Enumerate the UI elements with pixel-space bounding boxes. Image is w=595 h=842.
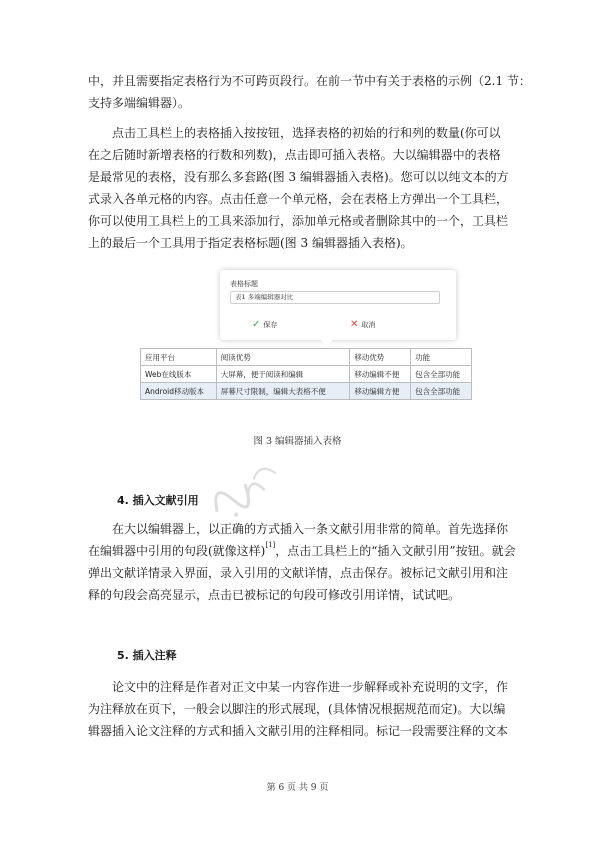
comparison-table: [140, 348, 472, 400]
table-cell[interactable]: 功能: [411, 349, 472, 366]
close-icon: ✕: [350, 319, 359, 330]
text-line: 你可以使用工具栏上的工具来添加行，添加单元格或者删除其中的一个，工具栏: [88, 214, 509, 228]
popup-title: 表格标题: [230, 280, 258, 288]
table-cell[interactable]: 大屏幕，便于阅读和编辑: [216, 366, 350, 383]
text-line: 论文中的注释是作者对正文中某一内容作进一步解释或补充说明的文字，作: [112, 680, 509, 694]
text-line: 中，并且需要指定表格行为不可跨页段行。在前一节中有关于表格的示例（2.1 节：: [88, 74, 531, 88]
paragraph-citation: [88, 518, 516, 606]
text-line: 式录入各单元格的内容。点击任意一个单元格，会在表格上方弹出一个工具栏，: [88, 192, 509, 206]
table-cell[interactable]: 包含全部功能: [411, 383, 472, 400]
citation-marker[interactable]: [1]: [265, 541, 276, 549]
text-line: 在大以编辑器上，以正确的方式插入一条文献引用非常的简单。首先选择你: [112, 522, 509, 536]
save-button[interactable]: [252, 320, 277, 330]
table-cell[interactable]: 移动编辑方便: [350, 383, 411, 400]
text-line: 是最常见的表格，没有那么多套路(图 3 编辑器插入表格)。您可以以纯文本的方: [88, 170, 509, 184]
section-heading-4: 4. 插入文献引用: [117, 494, 199, 507]
table-caption-input[interactable]: 表1 多端编辑器对比: [230, 291, 440, 304]
cancel-label: 取消: [361, 321, 376, 329]
text-line: 在之后随时新增表格的行数和列数)，点击即可插入表格。大以编辑器中的表格: [88, 148, 501, 162]
section-heading-5: 5. 插入注释: [117, 649, 177, 662]
paragraph-table-insert: [88, 122, 508, 254]
table-cell[interactable]: 阅读优势: [216, 349, 350, 366]
text-segment: ，点击工具栏上的“插入文献引用”按钮。就会: [275, 544, 516, 558]
page-footer: 第 6 页 共 9 页: [266, 783, 329, 793]
table-cell[interactable]: 应用平台: [141, 349, 217, 366]
table-row: [141, 349, 472, 366]
paragraph-continuation: [88, 70, 531, 114]
text-line: 释的句段会高亮显示，点击已被标记的句段可修改引用详情，试试吧。: [88, 588, 461, 602]
table-cell[interactable]: Web在线版本: [141, 366, 217, 383]
table-cell[interactable]: Android移动版本: [141, 383, 217, 400]
table-cell[interactable]: 移动优势: [350, 349, 411, 366]
table-row-selected: [141, 383, 472, 400]
text-line: [88, 540, 516, 562]
text-line: 点击工具栏上的表格插入按按钮，选择表格的初始的行和列的数量(你可以: [112, 126, 501, 140]
text-line: 支持多端编辑器）。: [88, 96, 191, 110]
table-cell[interactable]: 屏幕尺寸限制，编辑大表格不便: [216, 383, 350, 400]
check-icon: ✓: [252, 319, 261, 330]
cancel-button[interactable]: [350, 320, 375, 330]
paragraph-annotation: [88, 676, 508, 742]
text-line: 为注释放在页下，一般会以脚注的形式展现，(具体情况根据规范而定)。大以编: [88, 702, 506, 716]
table-cell[interactable]: 包含全部功能: [411, 366, 472, 383]
text-line: 辑器插入论文注释的方式和插入文献引用的注释相同。标记一段需要注释的文本: [88, 724, 509, 738]
popup-pointer: [320, 339, 334, 346]
text-segment: 在编辑器中引用的句段(就像这样): [88, 544, 266, 558]
figure-table-insert: [140, 270, 472, 422]
figure-caption: 图 3 编辑器插入表格: [253, 436, 342, 447]
table-row: [141, 366, 472, 383]
text-line: 上的最后一个工具用于指定表格标题(图 3 编辑器插入表格)。: [88, 236, 413, 250]
text-line: 弹出文献详情录入界面，录入引用的文献详情，点击保存。被标记文献引用和注: [88, 566, 509, 580]
table-caption-popup: [220, 270, 456, 340]
save-label: 保存: [263, 321, 278, 329]
table-cell[interactable]: 移动编辑不便: [350, 366, 411, 383]
